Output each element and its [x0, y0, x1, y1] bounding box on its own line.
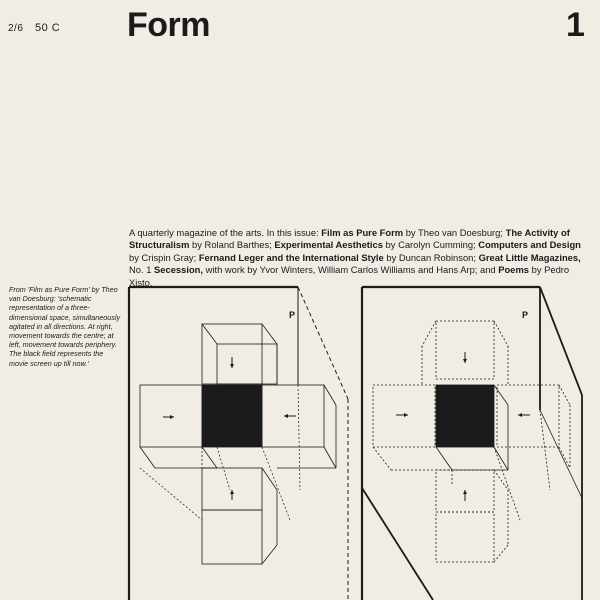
left-diagram: [129, 287, 348, 600]
figure-caption: From 'Film as Pure Form' by Theo van Doesburg: 'schematic representation of a three-dimensional space, simultaneously agitated in all directions. At right, movement towards the centre; at left, movement towards periphery. The black field represents the movie screen up till now.': [9, 285, 121, 368]
article-author: by Theo van Doesburg;: [403, 227, 506, 238]
article-title: Film as Pure Form: [321, 227, 404, 238]
article-author: by Crispin Gray;: [129, 251, 199, 263]
article-title: Experimental Aesthetics: [274, 239, 383, 251]
contents-lead: A quarterly magazine of the arts. In this issue:: [129, 227, 322, 238]
issue-code: 2/6: [8, 23, 24, 34]
article-author: by Duncan Robinson;: [383, 251, 479, 263]
article-author: by Pedro Xisto.: [129, 264, 570, 288]
article-title: Fernand Leger and the International Style: [198, 251, 384, 263]
right-p-label: P: [522, 310, 529, 320]
article-author: No. 1: [129, 264, 155, 276]
left-p-label: P: [289, 310, 296, 320]
right-diagram: [362, 287, 582, 600]
issue-number: 1: [566, 6, 585, 44]
article-title: Great Little Magazines,: [478, 251, 581, 263]
article-title: Computers and Design: [478, 239, 581, 251]
article-author: with work by Yvor Winters, William Carlos Williams and Hans Arp; and: [203, 264, 499, 276]
article-author: by Roland Barthes;: [189, 239, 275, 251]
price: 50 C: [34, 22, 61, 34]
article-title: Secession,: [154, 264, 204, 276]
masthead-title: Form: [127, 6, 210, 44]
article-author: by Carolyn Cumming;: [382, 239, 479, 251]
article-title: Poems: [498, 264, 529, 276]
article-title: The Activity of Structuralism: [129, 227, 570, 251]
